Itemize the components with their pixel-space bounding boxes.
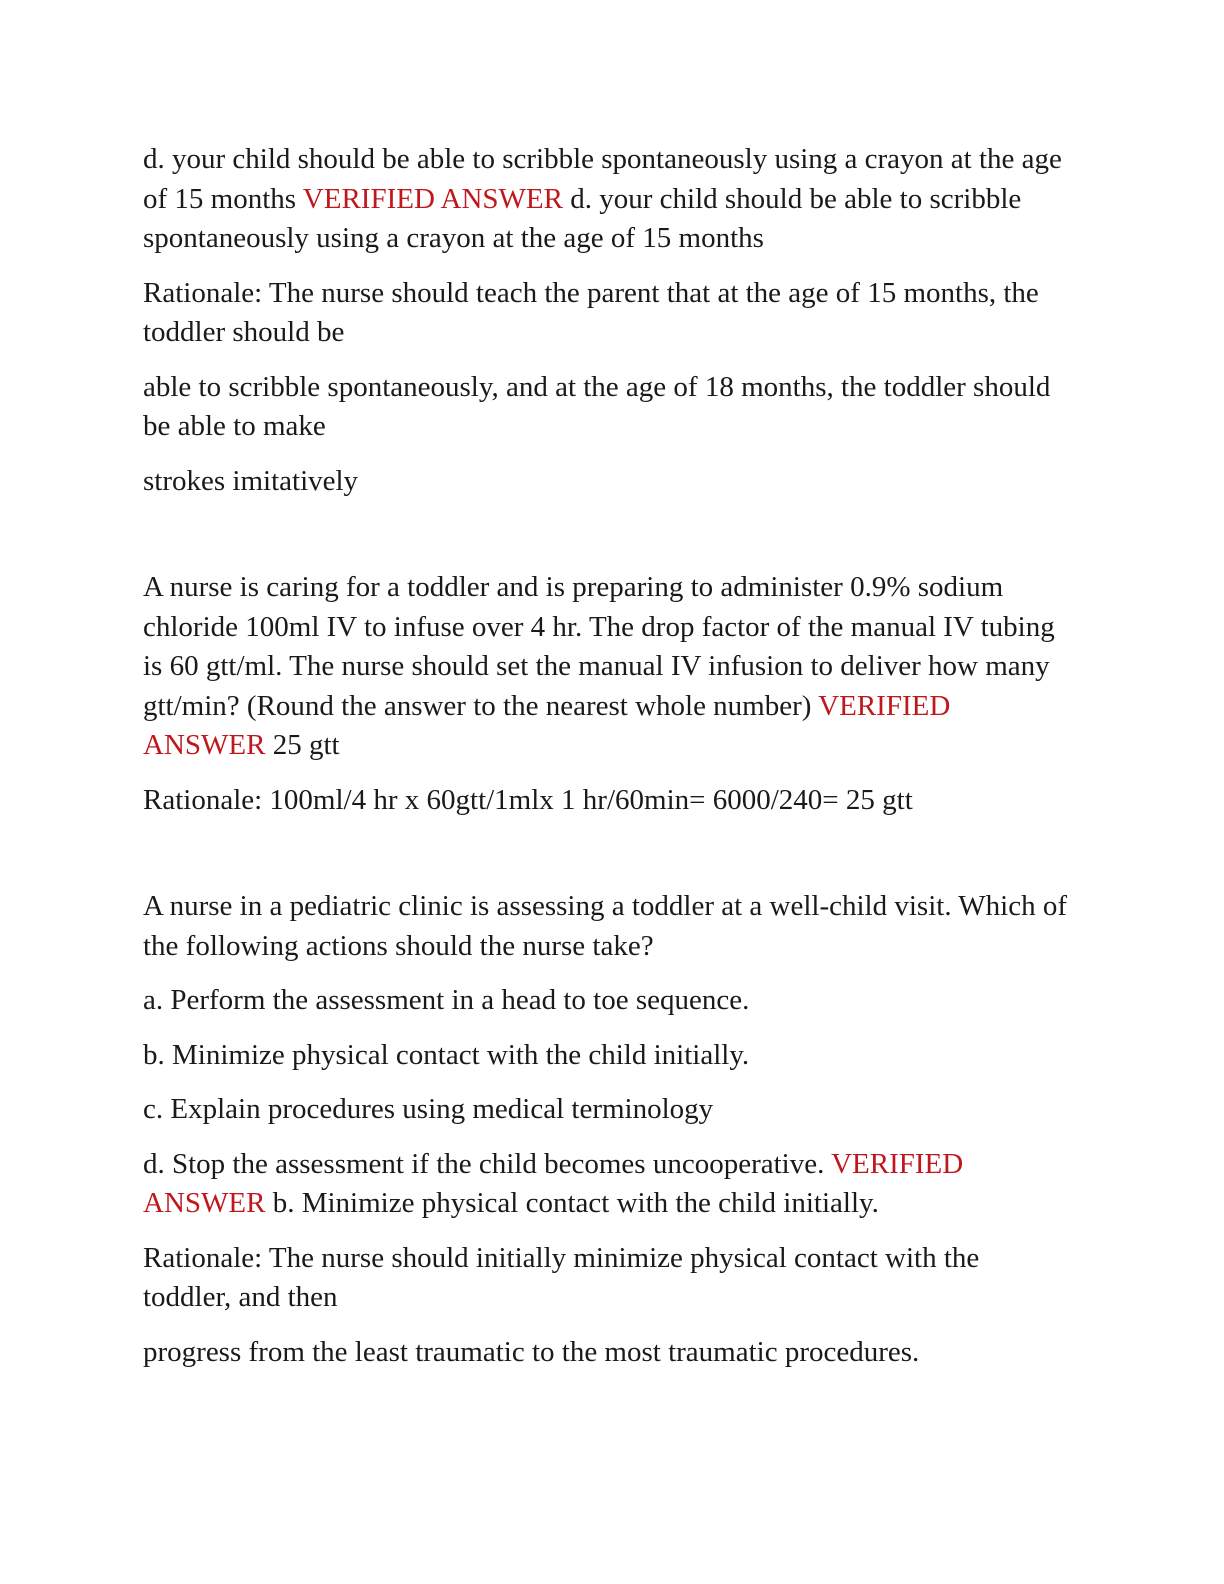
verified-answer-label: VERIFIED ANSWER <box>302 182 563 215</box>
option-a: a. Perform the assessment in a head to toe sequence. <box>143 984 750 1016</box>
rationale-line: Rationale: The nurse should initially minimize physical contact with the toddler, and then <box>143 1241 980 1313</box>
question-2-text: A nurse is caring for a toddler and is preparing to administer 0.9% sodium chloride 100ml IV to infuse over 4 hr. The drop factor of the manual IV tubing is 60 gtt/ml. The nurse should set the manual IV infusion to deliver how many gtt/min? (Round the answer to the nearest whole number) <box>143 571 1055 722</box>
question-3-text: A nurse in a pediatric clinic is assessing a toddler at a well-child visit. Which of the following actions should the nurse take? <box>143 890 1068 962</box>
rationale-line: able to scribble spontaneously, and at the age of 18 months, the toddler should be able to make <box>143 370 1051 442</box>
answer-text: d. your child should be able to scribble spontaneously using a crayon at the age of 15 months <box>143 182 1022 254</box>
answer-text: b. Minimize physical contact with the child initially. <box>272 1187 879 1219</box>
option-d-answer-paragraph <box>143 1145 1073 1224</box>
verified-answer-label: VERIFIED ANSWER <box>143 689 951 761</box>
question-1-text: d. your child should be able to scribble spontaneously using a crayon at the age of 15 months <box>143 143 1062 215</box>
question-2-paragraph <box>143 568 1073 766</box>
rationale-line: Rationale: 100ml/4 hr x 60gtt/1mlx 1 hr/60min= 6000/240= 25 gtt <box>143 783 913 816</box>
rationale-line: strokes imitatively <box>143 464 359 497</box>
rationale-line: progress from the least traumatic to the most traumatic procedures. <box>143 1335 920 1368</box>
verified-answer-label: VERIFIED ANSWER <box>143 1147 964 1219</box>
section-spacer <box>143 516 1073 568</box>
option-b: b. Minimize physical contact with the child initially. <box>143 1038 750 1071</box>
option-c: c. Explain procedures using medical terminology <box>143 1093 714 1125</box>
section-spacer <box>143 835 1073 887</box>
question-1-answer-paragraph <box>143 140 1073 259</box>
answer-text: 25 gtt <box>272 729 340 761</box>
option-d: d. Stop the assessment if the child becomes uncooperative. <box>143 1147 825 1180</box>
rationale-line: Rationale: The nurse should teach the parent that at the age of 15 months, the toddler should be <box>143 276 1039 348</box>
page-content <box>143 140 1073 1387</box>
